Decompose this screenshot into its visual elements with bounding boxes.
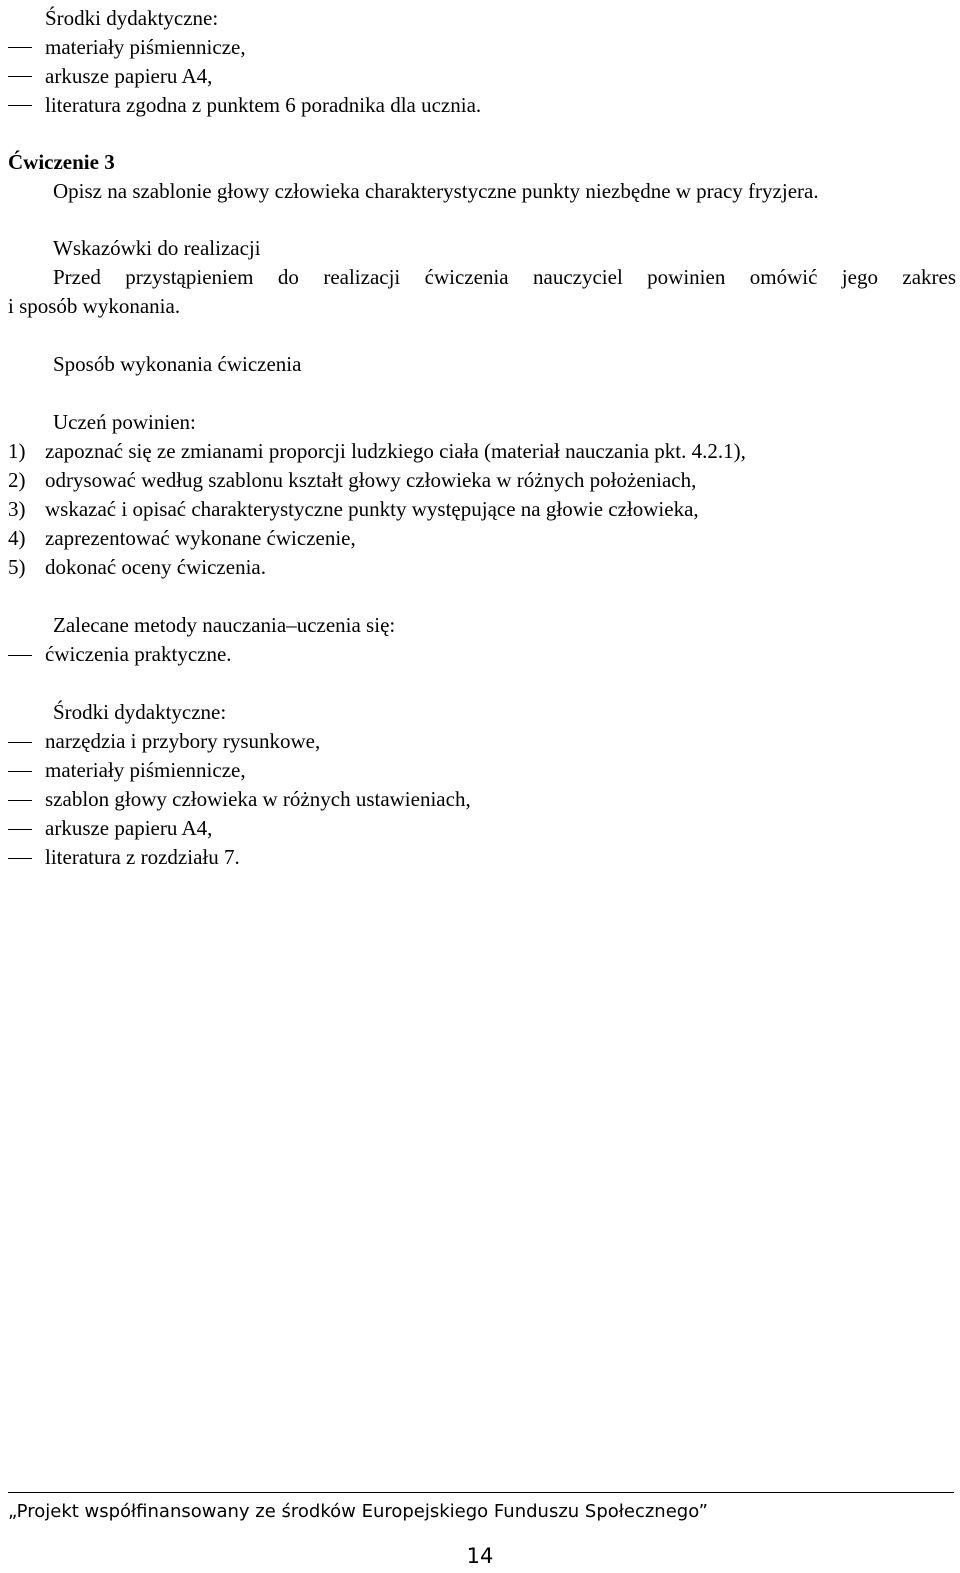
dash-icon xyxy=(8,771,32,772)
guidelines-text-line2: i sposób wykonania. xyxy=(8,294,181,318)
list-item: szablon głowy człowieka w różnych ustawieniach, xyxy=(45,787,471,811)
footer-text: „Projekt współfinansowany ze środków Europejskiego Funduszu Społecznego” xyxy=(8,1501,708,1522)
exercise-description: Opisz na szablonie głowy człowieka charakterystyczne punkty niezbędne w pracy fryzjera. xyxy=(53,179,819,203)
method-intro: Uczeń powinien: xyxy=(53,410,196,434)
step-number: 4) xyxy=(8,526,26,550)
step-text: dokonać oceny ćwiczenia. xyxy=(45,555,266,579)
method-heading: Sposób wykonania ćwiczenia xyxy=(53,352,302,376)
list-item: arkusze papieru A4, xyxy=(45,816,213,840)
step-number: 2) xyxy=(8,468,26,492)
page-number: 14 xyxy=(466,1544,494,1568)
step-number: 1) xyxy=(8,439,26,463)
list-item: materiały piśmiennicze, xyxy=(45,35,246,59)
dash-icon xyxy=(8,47,32,48)
list-item: materiały piśmiennicze, xyxy=(45,758,246,782)
list-item: literatura z rozdziału 7. xyxy=(45,845,240,869)
dash-icon xyxy=(8,76,32,77)
step-number: 5) xyxy=(8,555,26,579)
guidelines-heading: Wskazówki do realizacji xyxy=(53,236,261,260)
guidelines-text-line1: Przed przystąpieniem do realizacji ćwiczenia nauczyciel powinien omówić jego zakres xyxy=(53,265,956,289)
dash-icon xyxy=(8,858,32,859)
step-text: zaprezentować wykonane ćwiczenie, xyxy=(45,526,356,550)
dash-icon xyxy=(8,829,32,830)
step-number: 3) xyxy=(8,497,26,521)
dash-icon xyxy=(8,105,32,106)
dash-icon xyxy=(8,742,32,743)
list-item: narzędzia i przybory rysunkowe, xyxy=(45,729,321,753)
dash-icon xyxy=(8,655,32,656)
exercise-title: Ćwiczenie 3 xyxy=(8,150,115,174)
footer-divider xyxy=(8,1492,954,1493)
list-item: ćwiczenia praktyczne. xyxy=(45,642,232,666)
step-text: zapoznać się ze zmianami proporcji ludzkiego ciała (materiał nauczania pkt. 4.2.1), xyxy=(45,439,746,463)
dash-icon xyxy=(8,800,32,801)
materials-heading: Środki dydaktyczne: xyxy=(45,6,219,30)
teaching-methods-heading: Zalecane metody nauczania–uczenia się: xyxy=(53,613,396,637)
list-item: arkusze papieru A4, xyxy=(45,64,213,88)
materials-heading: Środki dydaktyczne: xyxy=(53,700,227,724)
step-text: odrysować według szablonu kształt głowy człowieka w różnych położeniach, xyxy=(45,468,697,492)
list-item: literatura zgodna z punktem 6 poradnika dla ucznia. xyxy=(45,93,482,117)
step-text: wskazać i opisać charakterystyczne punkty występujące na głowie człowieka, xyxy=(45,497,699,521)
